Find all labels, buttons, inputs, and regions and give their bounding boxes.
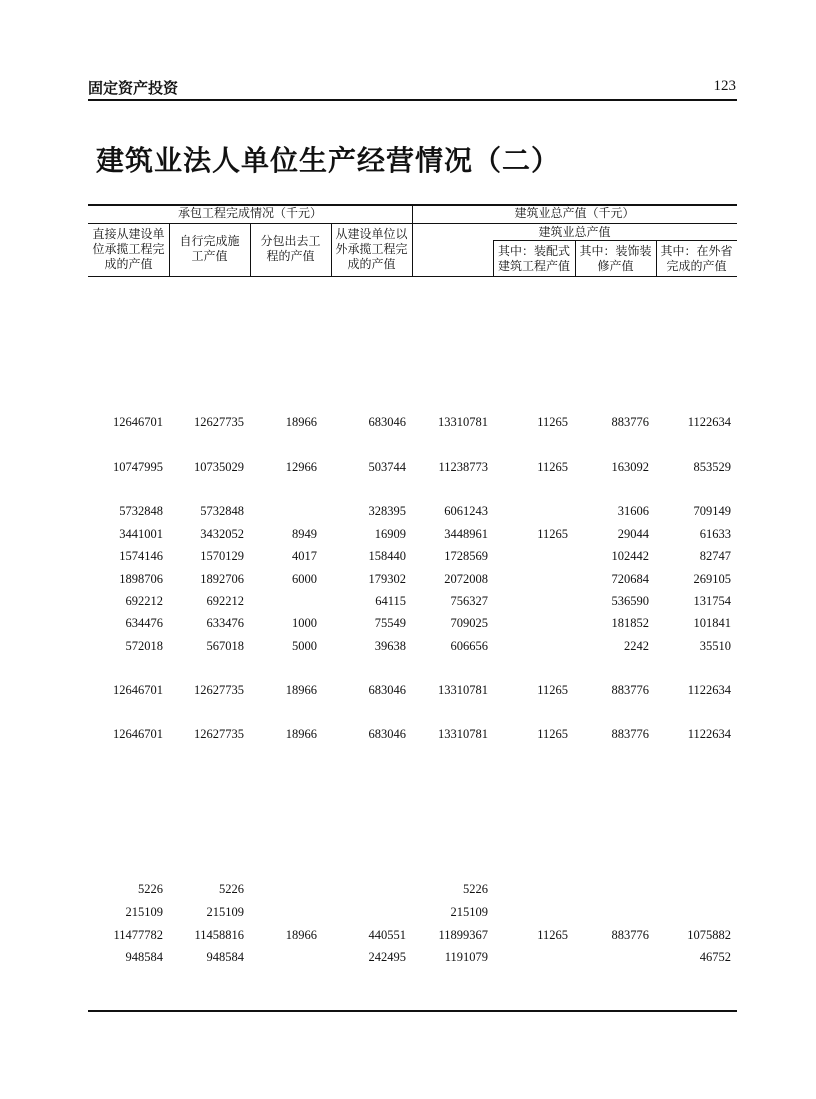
table-cell: 3441001 — [119, 527, 163, 541]
table-cell: 10747995 — [113, 460, 163, 474]
column-header: 其中：在外省 完成的产值 — [660, 244, 733, 273]
table-cell: 13310781 — [438, 727, 488, 741]
table-cell: 683046 — [368, 727, 406, 741]
table-cell: 102442 — [611, 549, 649, 563]
table-cell: 46752 — [699, 950, 731, 964]
table-cell: 503744 — [368, 460, 406, 474]
table-cell: 269105 — [693, 572, 731, 586]
table-cell: 101841 — [693, 616, 731, 630]
table-cell: 18966 — [285, 415, 317, 429]
table-cell: 948584 — [125, 950, 163, 964]
table-cell: 6061243 — [444, 504, 488, 518]
page-number: 123 — [713, 78, 736, 94]
table-cell: 11265 — [537, 727, 568, 741]
section-title: 固定资产投资 — [88, 79, 179, 97]
table-cell: 572018 — [125, 639, 163, 653]
table-cell: 10735029 — [194, 460, 244, 474]
column-header: 从建设单位以 外承揽工程完 成的产值 — [335, 227, 408, 271]
table-cell: 13310781 — [438, 415, 488, 429]
table-cell: 5226 — [219, 882, 244, 896]
table-cell: 1898706 — [119, 572, 163, 586]
table-cell: 633476 — [206, 616, 244, 630]
table-cell: 18966 — [285, 683, 317, 697]
column-header: 分包出去工 程的产值 — [260, 234, 321, 263]
table-cell: 18966 — [285, 727, 317, 741]
table-cell: 683046 — [368, 683, 406, 697]
table-cell: 328395 — [368, 504, 406, 518]
table-cell: 12627735 — [194, 727, 244, 741]
table-cell: 1122634 — [687, 683, 731, 697]
table-cell: 853529 — [693, 460, 731, 474]
table-cell: 29044 — [617, 527, 649, 541]
table-cell: 215109 — [450, 905, 488, 919]
table-cell: 12627735 — [194, 683, 244, 697]
table-cell: 883776 — [611, 928, 649, 942]
table-cell: 2242 — [624, 639, 649, 653]
table-cell: 1122634 — [687, 415, 731, 429]
table-cell: 215109 — [125, 905, 163, 919]
table-cell: 61633 — [699, 527, 731, 541]
table-cell: 606656 — [450, 639, 488, 653]
table-cell: 179302 — [368, 572, 406, 586]
table-cell: 536590 — [611, 594, 649, 608]
table-cell: 12646701 — [113, 415, 163, 429]
table-cell: 11265 — [537, 460, 568, 474]
table-cell: 35510 — [699, 639, 731, 653]
column-header: 其中：装配式 建筑工程产值 — [497, 244, 570, 273]
table-cell: 756327 — [450, 594, 488, 608]
table-cell: 883776 — [611, 683, 649, 697]
table-cell: 11265 — [537, 527, 568, 541]
table-cell: 16909 — [374, 527, 406, 541]
table-cell: 720684 — [611, 572, 649, 586]
table-cell: 1122634 — [687, 727, 731, 741]
table-cell: 948584 — [206, 950, 244, 964]
table-cell: 75549 — [374, 616, 406, 630]
table-cell: 12966 — [285, 460, 317, 474]
header-bottom-rule — [88, 276, 737, 277]
table-cell: 131754 — [693, 594, 731, 608]
column-header: 直接从建设单 位承揽工程完 成的产值 — [92, 227, 165, 271]
table-cell: 5226 — [463, 882, 488, 896]
table-cell: 11265 — [537, 928, 568, 942]
table-cell: 6000 — [292, 572, 317, 586]
table-cell: 11477782 — [113, 928, 163, 942]
column-header: 自行完成施 工产值 — [179, 234, 240, 263]
table-cell: 5732848 — [200, 504, 244, 518]
table-cell: 82747 — [699, 549, 731, 563]
table-cell: 1000 — [292, 616, 317, 630]
table-cell: 11265 — [537, 683, 568, 697]
table-cell: 12646701 — [113, 727, 163, 741]
table-cell: 692212 — [125, 594, 163, 608]
table-cell: 3432052 — [200, 527, 244, 541]
header-rule — [88, 99, 737, 101]
table-cell: 11458816 — [194, 928, 244, 942]
table-cell: 18966 — [285, 928, 317, 942]
table-cell: 12627735 — [194, 415, 244, 429]
table-cell: 5226 — [138, 882, 163, 896]
table-cell: 8949 — [292, 527, 317, 541]
table-cell: 683046 — [368, 415, 406, 429]
table-cell: 883776 — [611, 727, 649, 741]
table-cell: 39638 — [374, 639, 406, 653]
table-cell: 1191079 — [444, 950, 488, 964]
table-cell: 3448961 — [444, 527, 488, 541]
table-cell: 5732848 — [119, 504, 163, 518]
table-cell: 2072008 — [444, 572, 488, 586]
table-cell: 11265 — [537, 415, 568, 429]
table-cell: 4017 — [292, 549, 317, 563]
subgroup-header-total-output: 建筑业总产值 — [538, 225, 611, 239]
header-rule-subgroup — [493, 240, 737, 241]
group-header-contract: 承包工程完成情况（千元） — [177, 206, 322, 220]
group-header-total-output: 建筑业总产值（千元） — [514, 206, 635, 220]
table-cell: 634476 — [125, 616, 163, 630]
table-cell: 163092 — [611, 460, 649, 474]
table-bottom-rule — [88, 1010, 737, 1012]
table-cell: 11238773 — [438, 460, 488, 474]
table-cell: 1728569 — [444, 549, 488, 563]
column-header: 其中：装饰装 修产值 — [579, 244, 652, 273]
table-cell: 709149 — [693, 504, 731, 518]
table-cell: 692212 — [206, 594, 244, 608]
table-cell: 31606 — [617, 504, 649, 518]
table-cell: 215109 — [206, 905, 244, 919]
table-cell: 883776 — [611, 415, 649, 429]
page-title: 建筑业法人单位生产经营情况（二） — [96, 144, 561, 177]
table-cell: 1570129 — [200, 549, 244, 563]
table-cell: 11899367 — [438, 928, 488, 942]
table-cell: 1574146 — [119, 549, 163, 563]
table-cell: 1892706 — [200, 572, 244, 586]
table-cell: 181852 — [611, 616, 649, 630]
table-cell: 567018 — [206, 639, 244, 653]
table-cell: 158440 — [368, 549, 406, 563]
table-cell: 242495 — [368, 950, 406, 964]
table-cell: 440551 — [368, 928, 406, 942]
table-cell: 12646701 — [113, 683, 163, 697]
table-cell: 13310781 — [438, 683, 488, 697]
table-cell: 64115 — [375, 594, 406, 608]
table-cell: 709025 — [450, 616, 488, 630]
table-cell: 5000 — [292, 639, 317, 653]
table-cell: 1075882 — [687, 928, 731, 942]
